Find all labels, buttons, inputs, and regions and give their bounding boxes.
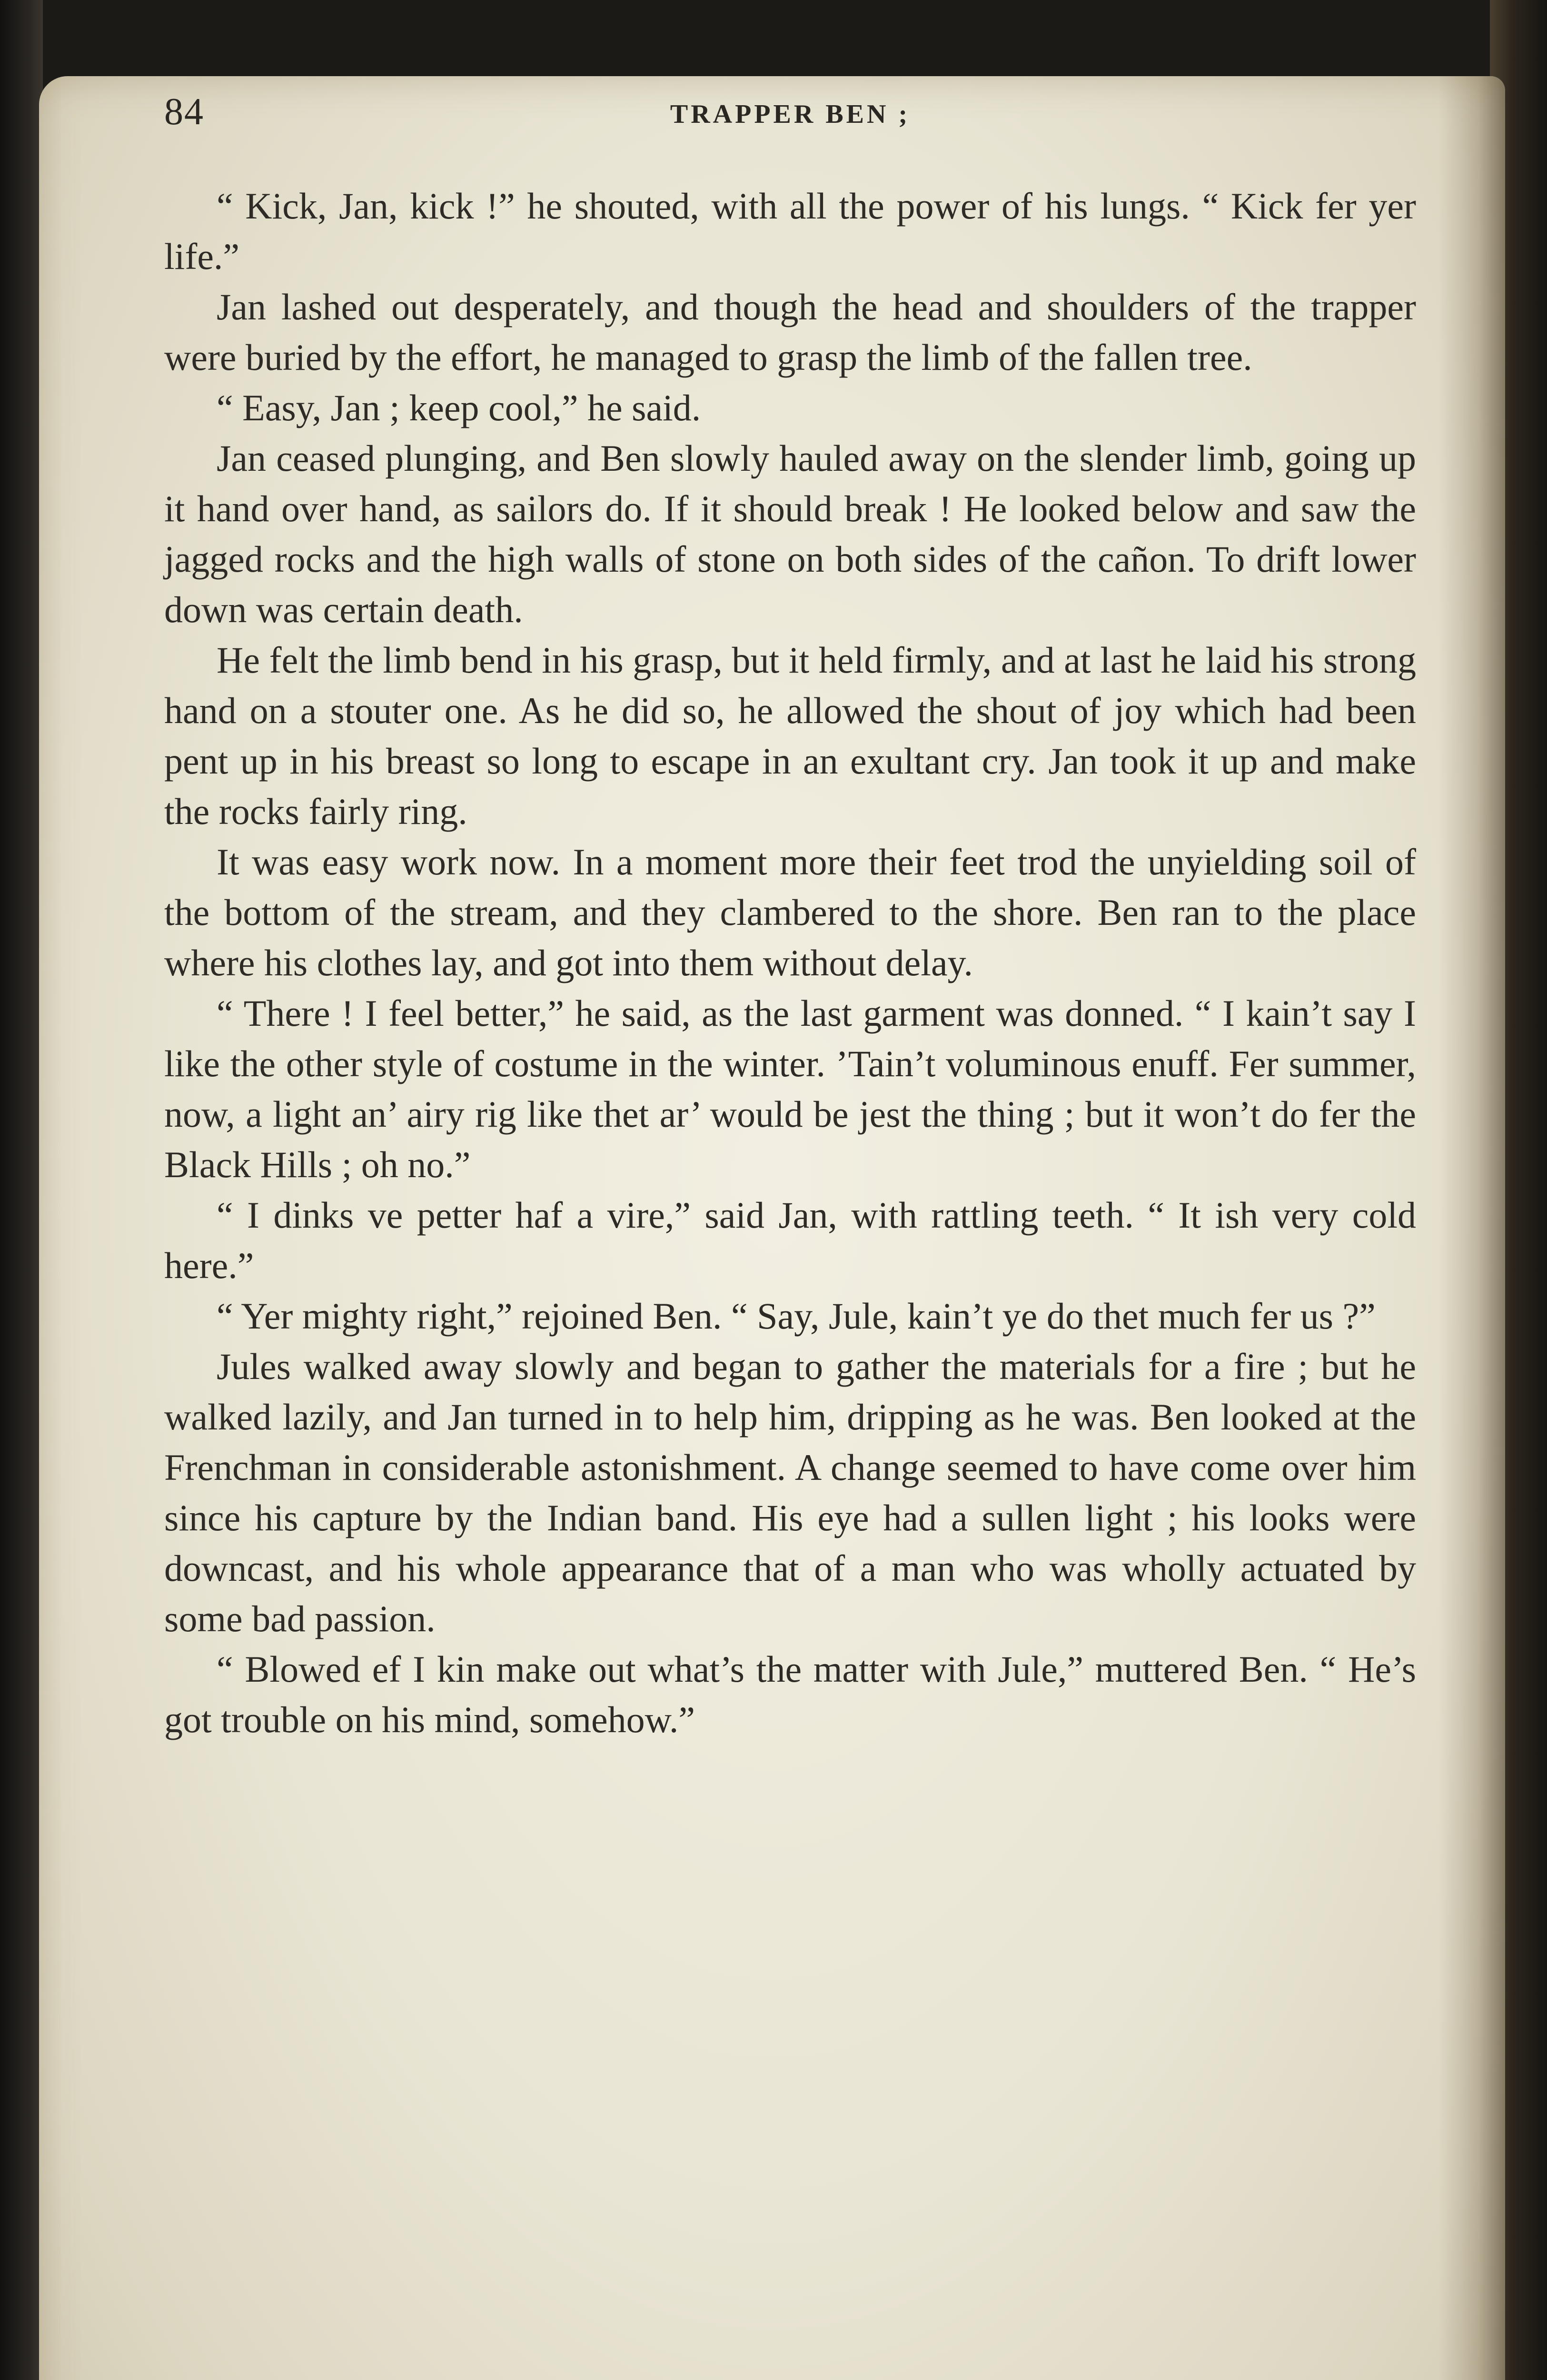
paragraph: Jules walked away slowly and began to gather the materials for a fire ; but he walked lazily, and Jan turned in to help him, dripping as he was. Ben looked at the Frenchman in considerable astonishment. A change seemed to have come over him since his capture by the Indian band. His eye had a sullen light ; his looks were downcast, and his whole appearance that of a man who was wholly actuated by some bad passion. <box>164 1346 1416 1639</box>
paragraph: He felt the limb bend in his grasp, but it held firmly, and at last he laid his strong hand on a stouter one. As he did so, he allowed the shout of joy which had been pent up in his breast so long to escape in an exultant cry. Jan took it up and make the rocks fairly ring. <box>164 639 1416 832</box>
paragraph: “ Kick, Jan, kick !” he shouted, with all the power of his lungs. “ Kick fer yer life.” <box>164 185 1416 277</box>
paragraph: Jan ceased plunging, and Ben slowly hauled away on the slender limb, going up it hand over hand, as sailors do. If it should break ! He looked below and saw the jagged rocks and the high walls of stone on both sides of the cañon. To drift lower down was certain death. <box>164 437 1416 630</box>
paragraph: “ Yer mighty right,” rejoined Ben. “ Say, Jule, kain’t ye do thet much fer us ?” <box>217 1295 1376 1337</box>
paragraph: It was easy work now. In a moment more their feet trod the unyielding soil of the bottom of the stream, and they clambered to the shore. Ben ran to the place where his clothes lay, and got into them without delay. <box>164 841 1416 983</box>
page-spine-shadow <box>1438 76 1505 2380</box>
paragraph: “ Easy, Jan ; keep cool,” he said. <box>217 387 701 428</box>
page-number: 84 <box>164 91 204 133</box>
paragraph: “ There ! I feel better,” he said, as the last garment was donned. “ I kain’t say I like the other style of costume in the winter. ’Tain’t voluminous enuff. Fer summer, now, a light an’ airy rig like thet ar’ would be jest the thing ; but it won’t do fer the Black Hills ; oh no.” <box>164 992 1416 1185</box>
running-title: TRAPPER BEN ; <box>670 99 911 129</box>
paragraph: “ Blowed ef I kin make out what’s the matter with Jule,” muttered Ben. “ He’s got trouble on his mind, somehow.” <box>164 1648 1416 1740</box>
paragraph: Jan lashed out desperately, and though the head and shoulders of the trapper were buried by the effort, he managed to grasp the limb of the fallen tree. <box>164 286 1416 378</box>
running-head <box>164 90 1416 157</box>
paragraph: “ I dinks ve petter haf a vire,” said Jan, with rattling teeth. “ It ish very cold here.” <box>164 1194 1416 1286</box>
book-cover-left-edge <box>0 0 43 2380</box>
body-text <box>164 181 1416 1745</box>
